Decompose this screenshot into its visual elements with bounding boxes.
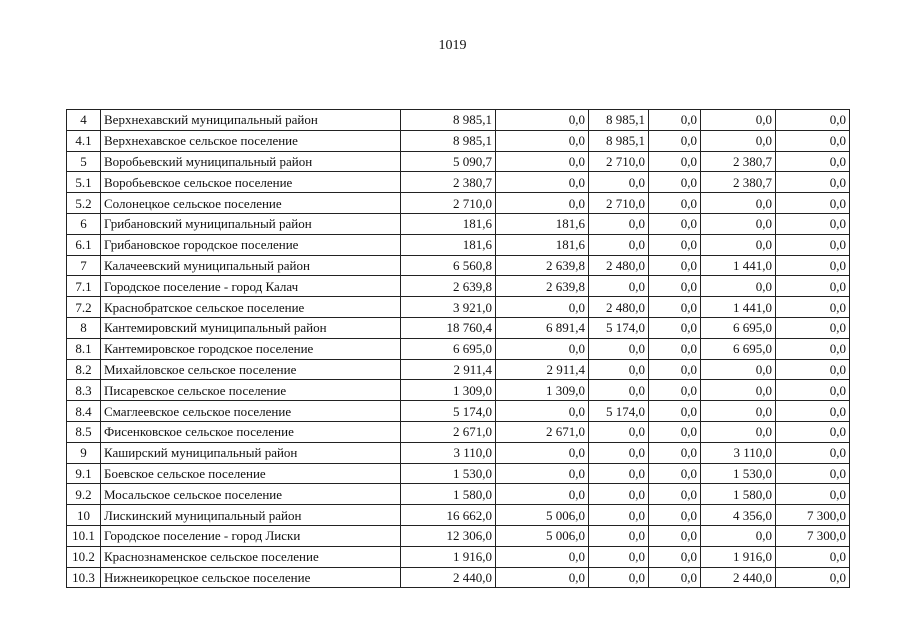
value-cell-col-4: 0,0 xyxy=(649,130,701,151)
value-cell-col-2: 6 891,4 xyxy=(496,317,589,338)
table-row xyxy=(67,484,850,505)
municipality-name: Городское поселение - город Лиски xyxy=(101,525,401,546)
municipality-name: Фисенковское сельское поселение xyxy=(101,421,401,442)
value-cell-col-2: 0,0 xyxy=(496,442,589,463)
value-cell-col-5: 1 580,0 xyxy=(701,484,776,505)
table-row xyxy=(67,213,850,234)
value-cell-col-3: 0,0 xyxy=(589,442,649,463)
value-cell-col-2: 0,0 xyxy=(496,193,589,214)
value-cell-total: 2 639,8 xyxy=(401,276,496,297)
value-cell-col-5: 0,0 xyxy=(701,525,776,546)
value-cell-col-6: 0,0 xyxy=(776,297,850,318)
value-cell-col-4: 0,0 xyxy=(649,484,701,505)
value-cell-total: 2 710,0 xyxy=(401,193,496,214)
value-cell-col-6: 0,0 xyxy=(776,567,850,588)
value-cell-col-3: 0,0 xyxy=(589,359,649,380)
value-cell-col-4: 0,0 xyxy=(649,317,701,338)
table-row xyxy=(67,525,850,546)
row-number: 8.1 xyxy=(67,338,101,359)
municipality-name: Грибановское городское поселение xyxy=(101,234,401,255)
table-row xyxy=(67,276,850,297)
value-cell-col-6: 0,0 xyxy=(776,172,850,193)
value-cell-col-4: 0,0 xyxy=(649,276,701,297)
row-number: 7.2 xyxy=(67,297,101,318)
municipality-name: Воробьевский муниципальный район xyxy=(101,151,401,172)
value-cell-col-2: 0,0 xyxy=(496,297,589,318)
value-cell-col-6: 0,0 xyxy=(776,151,850,172)
municipality-name: Городское поселение - город Калач xyxy=(101,276,401,297)
value-cell-col-4: 0,0 xyxy=(649,525,701,546)
row-number: 8.3 xyxy=(67,380,101,401)
municipality-name: Смаглеевское сельское поселение xyxy=(101,401,401,422)
value-cell-col-5: 1 441,0 xyxy=(701,255,776,276)
municipality-name: Краснознаменское сельское поселение xyxy=(101,546,401,567)
value-cell-col-3: 0,0 xyxy=(589,338,649,359)
value-cell-total: 1 309,0 xyxy=(401,380,496,401)
value-cell-total: 181,6 xyxy=(401,234,496,255)
value-cell-col-3: 0,0 xyxy=(589,380,649,401)
value-cell-col-5: 0,0 xyxy=(701,193,776,214)
budget-table xyxy=(66,109,850,588)
value-cell-col-5: 0,0 xyxy=(701,110,776,131)
value-cell-col-4: 0,0 xyxy=(649,546,701,567)
value-cell-col-5: 0,0 xyxy=(701,401,776,422)
row-number: 5.1 xyxy=(67,172,101,193)
table-row xyxy=(67,234,850,255)
table-row xyxy=(67,172,850,193)
value-cell-col-3: 0,0 xyxy=(589,567,649,588)
value-cell-col-2: 5 006,0 xyxy=(496,525,589,546)
municipality-name: Нижнеикорецкое сельское поселение xyxy=(101,567,401,588)
value-cell-col-4: 0,0 xyxy=(649,213,701,234)
value-cell-total: 2 671,0 xyxy=(401,421,496,442)
value-cell-col-3: 8 985,1 xyxy=(589,130,649,151)
value-cell-col-2: 2 639,8 xyxy=(496,255,589,276)
table-row xyxy=(67,317,850,338)
value-cell-col-6: 0,0 xyxy=(776,421,850,442)
value-cell-col-3: 2 710,0 xyxy=(589,193,649,214)
value-cell-col-4: 0,0 xyxy=(649,421,701,442)
value-cell-total: 2 380,7 xyxy=(401,172,496,193)
table-row xyxy=(67,546,850,567)
value-cell-col-3: 0,0 xyxy=(589,546,649,567)
row-number: 8.5 xyxy=(67,421,101,442)
value-cell-col-4: 0,0 xyxy=(649,463,701,484)
value-cell-col-6: 0,0 xyxy=(776,442,850,463)
value-cell-col-5: 1 916,0 xyxy=(701,546,776,567)
value-cell-col-4: 0,0 xyxy=(649,193,701,214)
row-number: 6 xyxy=(67,213,101,234)
value-cell-col-6: 0,0 xyxy=(776,255,850,276)
value-cell-col-4: 0,0 xyxy=(649,297,701,318)
value-cell-col-5: 2 380,7 xyxy=(701,151,776,172)
value-cell-col-4: 0,0 xyxy=(649,172,701,193)
value-cell-col-4: 0,0 xyxy=(649,255,701,276)
value-cell-col-5: 3 110,0 xyxy=(701,442,776,463)
value-cell-total: 8 985,1 xyxy=(401,130,496,151)
value-cell-col-5: 1 530,0 xyxy=(701,463,776,484)
value-cell-total: 5 090,7 xyxy=(401,151,496,172)
value-cell-col-5: 0,0 xyxy=(701,276,776,297)
table-row xyxy=(67,255,850,276)
value-cell-col-5: 0,0 xyxy=(701,213,776,234)
value-cell-col-4: 0,0 xyxy=(649,234,701,255)
value-cell-col-2: 5 006,0 xyxy=(496,505,589,526)
value-cell-col-6: 0,0 xyxy=(776,484,850,505)
value-cell-col-3: 0,0 xyxy=(589,525,649,546)
value-cell-col-5: 6 695,0 xyxy=(701,317,776,338)
value-cell-col-5: 6 695,0 xyxy=(701,338,776,359)
page-number: 1019 xyxy=(438,38,467,53)
table-row xyxy=(67,297,850,318)
value-cell-col-6: 0,0 xyxy=(776,234,850,255)
value-cell-col-3: 0,0 xyxy=(589,213,649,234)
value-cell-col-6: 0,0 xyxy=(776,213,850,234)
value-cell-total: 3 921,0 xyxy=(401,297,496,318)
municipality-name: Кантемировский муниципальный район xyxy=(101,317,401,338)
row-number: 10.3 xyxy=(67,567,101,588)
value-cell-col-6: 0,0 xyxy=(776,130,850,151)
value-cell-col-5: 0,0 xyxy=(701,130,776,151)
table-row xyxy=(67,130,850,151)
table-row xyxy=(67,505,850,526)
value-cell-col-2: 0,0 xyxy=(496,463,589,484)
value-cell-col-2: 0,0 xyxy=(496,130,589,151)
table-body xyxy=(67,110,850,588)
municipality-name: Боевское сельское поселение xyxy=(101,463,401,484)
municipality-name: Каширский муниципальный район xyxy=(101,442,401,463)
value-cell-col-2: 181,6 xyxy=(496,234,589,255)
municipality-name: Солонецкое сельское поселение xyxy=(101,193,401,214)
value-cell-total: 6 695,0 xyxy=(401,338,496,359)
value-cell-col-5: 0,0 xyxy=(701,234,776,255)
value-cell-col-4: 0,0 xyxy=(649,380,701,401)
row-number: 5 xyxy=(67,151,101,172)
row-number: 9 xyxy=(67,442,101,463)
value-cell-col-4: 0,0 xyxy=(649,442,701,463)
value-cell-total: 5 174,0 xyxy=(401,401,496,422)
table-row xyxy=(67,110,850,131)
value-cell-col-4: 0,0 xyxy=(649,359,701,380)
municipality-name: Михайловское сельское поселение xyxy=(101,359,401,380)
row-number: 5.2 xyxy=(67,193,101,214)
value-cell-col-2: 2 671,0 xyxy=(496,421,589,442)
value-cell-col-2: 0,0 xyxy=(496,401,589,422)
value-cell-col-2: 1 309,0 xyxy=(496,380,589,401)
row-number: 8 xyxy=(67,317,101,338)
row-number: 8.2 xyxy=(67,359,101,380)
value-cell-col-2: 0,0 xyxy=(496,484,589,505)
row-number: 7.1 xyxy=(67,276,101,297)
value-cell-col-5: 4 356,0 xyxy=(701,505,776,526)
value-cell-col-6: 0,0 xyxy=(776,463,850,484)
value-cell-total: 12 306,0 xyxy=(401,525,496,546)
row-number: 4 xyxy=(67,110,101,131)
value-cell-col-4: 0,0 xyxy=(649,401,701,422)
value-cell-col-3: 0,0 xyxy=(589,172,649,193)
value-cell-col-6: 0,0 xyxy=(776,338,850,359)
value-cell-total: 8 985,1 xyxy=(401,110,496,131)
value-cell-col-3: 0,0 xyxy=(589,484,649,505)
value-cell-col-3: 5 174,0 xyxy=(589,401,649,422)
row-number: 7 xyxy=(67,255,101,276)
value-cell-col-3: 0,0 xyxy=(589,234,649,255)
value-cell-total: 16 662,0 xyxy=(401,505,496,526)
municipality-name: Верхнехавское сельское поселение xyxy=(101,130,401,151)
value-cell-col-3: 5 174,0 xyxy=(589,317,649,338)
value-cell-total: 18 760,4 xyxy=(401,317,496,338)
table-row xyxy=(67,380,850,401)
value-cell-col-5: 0,0 xyxy=(701,421,776,442)
row-number: 4.1 xyxy=(67,130,101,151)
table-row xyxy=(67,193,850,214)
value-cell-col-6: 0,0 xyxy=(776,401,850,422)
value-cell-col-5: 0,0 xyxy=(701,380,776,401)
value-cell-total: 3 110,0 xyxy=(401,442,496,463)
value-cell-col-3: 8 985,1 xyxy=(589,110,649,131)
value-cell-col-2: 2 639,8 xyxy=(496,276,589,297)
value-cell-total: 6 560,8 xyxy=(401,255,496,276)
table-row xyxy=(67,442,850,463)
table-row xyxy=(67,338,850,359)
value-cell-col-4: 0,0 xyxy=(649,110,701,131)
value-cell-col-6: 0,0 xyxy=(776,380,850,401)
value-cell-col-3: 2 710,0 xyxy=(589,151,649,172)
value-cell-col-5: 1 441,0 xyxy=(701,297,776,318)
municipality-name: Кантемировское городское поселение xyxy=(101,338,401,359)
row-number: 10.1 xyxy=(67,525,101,546)
table-row xyxy=(67,463,850,484)
value-cell-col-6: 0,0 xyxy=(776,317,850,338)
value-cell-col-3: 2 480,0 xyxy=(589,297,649,318)
value-cell-total: 1 530,0 xyxy=(401,463,496,484)
value-cell-col-2: 0,0 xyxy=(496,567,589,588)
row-number: 10 xyxy=(67,505,101,526)
value-cell-col-3: 2 480,0 xyxy=(589,255,649,276)
value-cell-total: 1 580,0 xyxy=(401,484,496,505)
value-cell-col-2: 0,0 xyxy=(496,546,589,567)
value-cell-col-6: 7 300,0 xyxy=(776,505,850,526)
table-row xyxy=(67,421,850,442)
row-number: 8.4 xyxy=(67,401,101,422)
value-cell-col-6: 0,0 xyxy=(776,546,850,567)
value-cell-col-5: 0,0 xyxy=(701,359,776,380)
value-cell-col-2: 0,0 xyxy=(496,172,589,193)
value-cell-total: 2 911,4 xyxy=(401,359,496,380)
value-cell-col-6: 0,0 xyxy=(776,193,850,214)
value-cell-col-2: 181,6 xyxy=(496,213,589,234)
value-cell-col-4: 0,0 xyxy=(649,567,701,588)
municipality-name: Верхнехавский муниципальный район xyxy=(101,110,401,131)
value-cell-col-4: 0,0 xyxy=(649,151,701,172)
table-row xyxy=(67,151,850,172)
value-cell-col-5: 2 380,7 xyxy=(701,172,776,193)
table-row xyxy=(67,567,850,588)
value-cell-col-5: 2 440,0 xyxy=(701,567,776,588)
value-cell-total: 2 440,0 xyxy=(401,567,496,588)
municipality-name: Мосальское сельское поселение xyxy=(101,484,401,505)
value-cell-col-3: 0,0 xyxy=(589,463,649,484)
value-cell-total: 181,6 xyxy=(401,213,496,234)
row-number: 6.1 xyxy=(67,234,101,255)
value-cell-total: 1 916,0 xyxy=(401,546,496,567)
value-cell-col-6: 7 300,0 xyxy=(776,525,850,546)
municipality-name: Краснобратское сельское поселение xyxy=(101,297,401,318)
value-cell-col-6: 0,0 xyxy=(776,276,850,297)
value-cell-col-2: 0,0 xyxy=(496,151,589,172)
value-cell-col-4: 0,0 xyxy=(649,338,701,359)
table-row xyxy=(67,359,850,380)
row-number: 9.2 xyxy=(67,484,101,505)
municipality-name: Грибановский муниципальный район xyxy=(101,213,401,234)
value-cell-col-2: 2 911,4 xyxy=(496,359,589,380)
value-cell-col-6: 0,0 xyxy=(776,110,850,131)
value-cell-col-3: 0,0 xyxy=(589,505,649,526)
row-number: 10.2 xyxy=(67,546,101,567)
municipality-name: Писаревское сельское поселение xyxy=(101,380,401,401)
value-cell-col-6: 0,0 xyxy=(776,359,850,380)
table-row xyxy=(67,401,850,422)
municipality-name: Воробьевское сельское поселение xyxy=(101,172,401,193)
value-cell-col-3: 0,0 xyxy=(589,276,649,297)
value-cell-col-4: 0,0 xyxy=(649,505,701,526)
value-cell-col-3: 0,0 xyxy=(589,421,649,442)
value-cell-col-2: 0,0 xyxy=(496,110,589,131)
row-number: 9.1 xyxy=(67,463,101,484)
municipality-name: Лискинский муниципальный район xyxy=(101,505,401,526)
value-cell-col-2: 0,0 xyxy=(496,338,589,359)
municipality-name: Калачеевский муниципальный район xyxy=(101,255,401,276)
